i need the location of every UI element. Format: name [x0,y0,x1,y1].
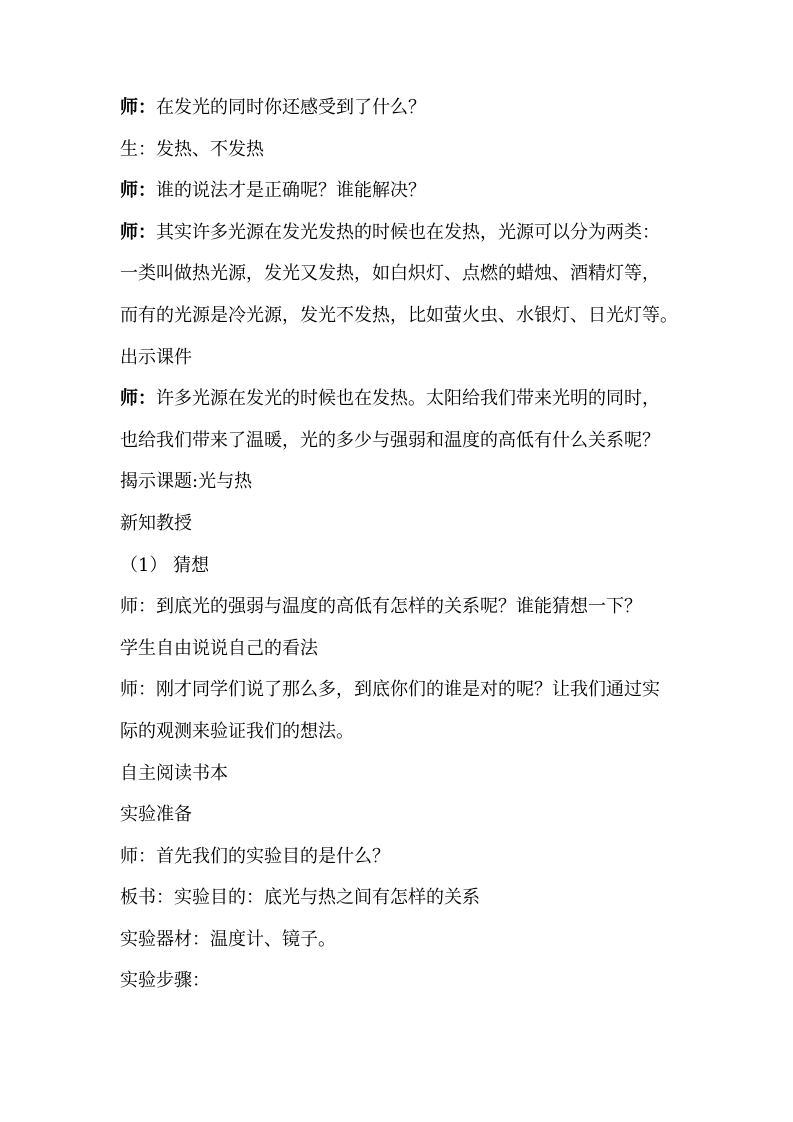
line-text: 实验器材：温度计、镜子。 [120,928,336,950]
text-line [120,389,680,409]
speaker-label: 师： [120,180,156,202]
text-line [120,597,680,617]
line-text: 师：刚才同学们说了那么多，到底你们的谁是对的呢？让我们通过实 [120,679,660,701]
text-line [120,805,680,825]
speaker-label: 师： [120,221,156,243]
text-line [120,181,680,201]
line-text: 而有的光源是冷光源，发光不发热，比如萤火虫、水银灯、日光灯等。 [120,304,678,326]
line-text: 自主阅读书本 [120,762,228,784]
text-line [120,639,680,659]
line-text: 也给我们带来了温暖，光的多少与强弱和温度的高低有什么关系呢？ [120,429,660,451]
line-text: 板书：实验目的：底光与热之间有怎样的关系 [120,887,480,909]
line-text: （1） 猜想 [120,554,210,576]
line-text: 际的观测来验证我们的想法。 [120,720,354,742]
line-text: 出示课件 [120,346,192,368]
text-line [120,722,680,742]
text-line [120,847,680,867]
text-line [120,971,680,991]
text-line [120,264,680,284]
line-text: 实验准备 [120,804,192,826]
line-text: 在发光的同时你还感受到了什么？ [156,97,426,118]
line-text: 其实许多光源在发光发热的时候也在发热，光源可以分为两类： [156,221,660,243]
text-line [120,140,680,160]
text-line [120,556,680,576]
text-line [120,888,680,908]
line-text: 师：首先我们的实验目的是什么？ [120,845,390,867]
speaker-label: 师： [120,97,156,118]
text-line [120,680,680,700]
text-line [120,223,680,243]
line-text: 一类叫做热光源，发光又发热，如白炽灯、点燃的蜡烛、酒精灯等， [120,263,660,285]
text-line [120,306,680,326]
line-text: 学生自由说说自己的看法 [120,637,318,659]
line-text: 实验步骤： [120,970,210,992]
text-line [120,764,680,784]
line-text: 新知教授 [120,512,192,534]
document-body [120,98,680,1013]
line-text: 许多光源在发光的时候也在发热。太阳给我们带来光明的同时， [156,388,660,410]
text-line [120,431,680,451]
line-text: 谁的说法才是正确呢？谁能解决？ [156,180,426,202]
line-text: 生：发热、不发热 [120,138,264,160]
line-text: 师：到底光的强弱与温度的高低有怎样的关系呢？谁能猜想一下？ [120,596,642,618]
line-text: 揭示课题:光与热 [120,471,253,493]
text-line [120,348,680,368]
text-line [120,98,680,118]
speaker-label: 师： [120,388,156,410]
text-line [120,930,680,950]
text-line [120,514,680,534]
text-line [120,472,680,492]
